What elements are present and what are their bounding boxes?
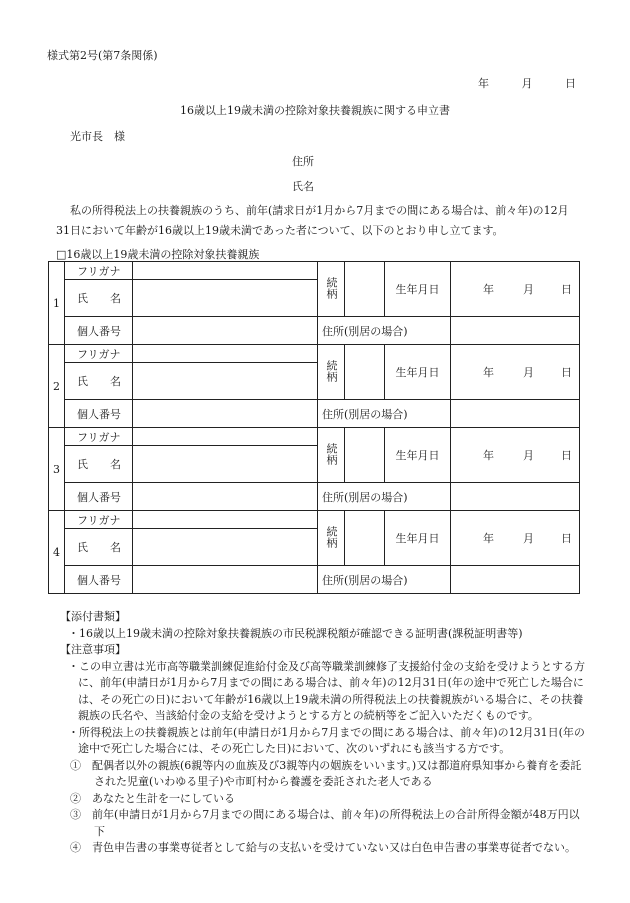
relationship-label: 続柄 xyxy=(318,428,345,483)
dependent-2-row-id xyxy=(49,400,580,428)
personal-number-label: 個人番号 xyxy=(65,483,133,511)
separate-address-label: 住所(別居の場合) xyxy=(318,483,451,511)
separate-address-label: 住所(別居の場合) xyxy=(318,400,451,428)
name-field[interactable] xyxy=(133,446,318,483)
declaration-text: 私の所得税法上の扶養親族のうち、前年(請求日が1月から7月までの間にある場合は、前々年)の12月31日において年齢が16歳以上19歳未満であった者について、以下のとおり申し立てます。 xyxy=(56,204,569,237)
date-month: 月 xyxy=(521,77,533,90)
birth-label: 生年月日 xyxy=(385,345,451,400)
date-line xyxy=(478,75,576,91)
personal-number-field[interactable] xyxy=(133,566,318,594)
attachment-item: ・16歳以上19歳未満の控除対象扶養親族の市民税課税額が確認できる証明書(課税証明書等) xyxy=(68,626,523,640)
birth-day: 日 xyxy=(561,283,572,296)
page-title: 16歳以上19歳未満の控除対象扶養親族に関する申立書 xyxy=(180,104,450,117)
note-item-1: ・この申立書は光市高等職業訓練促進給付金及び高等職業訓練修了支援給付金の支給を受けようとする方に、前年(申請日が1月から7月までの間にある場合は、前々年)の12月31日(年の途中で死亡した場合には、その死亡の日)において年齢が16歳以上19歳未満の所得税法上の扶養親族がいる場合に、その扶養親族の氏名や、当該給付金の支給を受けようとする方との続柄等をご記入いただくものです。 xyxy=(68,659,585,722)
birth-year: 年 xyxy=(483,532,494,545)
date-year: 年 xyxy=(478,77,489,90)
separate-address-field[interactable] xyxy=(451,400,580,428)
relationship-label: 続柄 xyxy=(318,262,345,317)
relationship-label: 続柄 xyxy=(318,511,345,566)
note-item-2: ・所得税法上の扶養親族とは前年(申請日が1月から7月までの間にある場合は、前々年)の12月31日(年の途中で死亡した場合には、その死亡した日)において、次のいずれにも該当する方です。 xyxy=(68,725,585,755)
furigana-field[interactable] xyxy=(133,262,318,280)
furigana-field[interactable] xyxy=(133,428,318,446)
name-field[interactable] xyxy=(133,280,318,317)
row-number: 4 xyxy=(49,511,65,594)
relationship-field[interactable] xyxy=(345,345,385,400)
personal-number-label: 個人番号 xyxy=(65,400,133,428)
relationship-field[interactable] xyxy=(345,428,385,483)
notes-section xyxy=(60,609,590,857)
personal-number-field[interactable] xyxy=(133,483,318,511)
birth-field[interactable] xyxy=(451,428,580,483)
dependent-4-row-id xyxy=(49,566,580,594)
furigana-field[interactable] xyxy=(133,511,318,529)
dependent-4-row-furigana xyxy=(49,511,580,529)
name-label: 氏 名 xyxy=(65,529,133,566)
furigana-label: フリガナ xyxy=(65,511,133,529)
addressee: 光市長 様 xyxy=(70,130,125,143)
name-field[interactable] xyxy=(133,529,318,566)
form-number: 様式第2号(第7条関係) xyxy=(47,49,158,62)
personal-number-field[interactable] xyxy=(133,317,318,345)
list-title: □16歳以上19歳未満の控除対象扶養親族 xyxy=(56,248,260,261)
dependent-3-row-furigana xyxy=(49,428,580,446)
attachments-header: 【添付書類】 xyxy=(60,610,126,623)
condition-1: ① 配偶者以外の親族(6親等内の血族及び3親等内の姻族をいいます。)又は都道府県知事から養育を委託された児童(いわゆる里子)や市町村から養護を委託された老人である xyxy=(70,758,582,788)
birth-label: 生年月日 xyxy=(385,511,451,566)
furigana-label: フリガナ xyxy=(65,262,133,280)
birth-label: 生年月日 xyxy=(385,428,451,483)
date-day: 日 xyxy=(565,77,576,90)
birth-year: 年 xyxy=(483,366,494,379)
personal-number-field[interactable] xyxy=(133,400,318,428)
birth-month: 月 xyxy=(523,449,534,462)
relationship-label: 続柄 xyxy=(318,345,345,400)
separate-address-label: 住所(別居の場合) xyxy=(318,566,451,594)
row-number: 3 xyxy=(49,428,65,511)
dependent-3-row-id xyxy=(49,483,580,511)
birth-field[interactable] xyxy=(451,262,580,317)
personal-number-label: 個人番号 xyxy=(65,566,133,594)
dependent-1-row-id xyxy=(49,317,580,345)
relationship-field[interactable] xyxy=(345,511,385,566)
dependents-table xyxy=(48,261,580,594)
furigana-label: フリガナ xyxy=(65,345,133,363)
birth-field[interactable] xyxy=(451,345,580,400)
personal-number-label: 個人番号 xyxy=(65,317,133,345)
birth-month: 月 xyxy=(523,532,534,545)
separate-address-label: 住所(別居の場合) xyxy=(318,317,451,345)
row-number: 1 xyxy=(49,262,65,345)
birth-day: 日 xyxy=(561,532,572,545)
furigana-label: フリガナ xyxy=(65,428,133,446)
dependent-1-row-furigana xyxy=(49,262,580,280)
row-number: 2 xyxy=(49,345,65,428)
name-field[interactable] xyxy=(133,363,318,400)
birth-month: 月 xyxy=(523,366,534,379)
birth-label: 生年月日 xyxy=(385,262,451,317)
name-label: 氏 名 xyxy=(65,280,133,317)
birth-month: 月 xyxy=(523,283,534,296)
condition-3: ③ 前年(申請日が1月から7月までの間にある場合は、前々年)の所得税法上の合計所得金額が48万円以下 xyxy=(70,808,580,838)
notes-header: 【注意事項】 xyxy=(60,643,126,656)
birth-field[interactable] xyxy=(451,511,580,566)
name-label: 氏 名 xyxy=(65,446,133,483)
separate-address-field[interactable] xyxy=(451,483,580,511)
birth-day: 日 xyxy=(561,366,572,379)
relationship-field[interactable] xyxy=(345,262,385,317)
birth-year: 年 xyxy=(483,449,494,462)
name-label: 氏名 xyxy=(292,180,314,193)
condition-4: ④ 青色申告書の事業専従者として給与の支払いを受けていない又は白色申告書の事業専従者でない。 xyxy=(70,841,576,854)
condition-2: ② あなたと生計を一にしている xyxy=(70,791,235,805)
birth-year: 年 xyxy=(483,283,494,296)
dependent-2-row-furigana xyxy=(49,345,580,363)
separate-address-field[interactable] xyxy=(451,317,580,345)
furigana-field[interactable] xyxy=(133,345,318,363)
birth-day: 日 xyxy=(561,449,572,462)
address-label: 住所 xyxy=(292,155,314,168)
name-label: 氏 名 xyxy=(65,363,133,400)
separate-address-field[interactable] xyxy=(451,566,580,594)
